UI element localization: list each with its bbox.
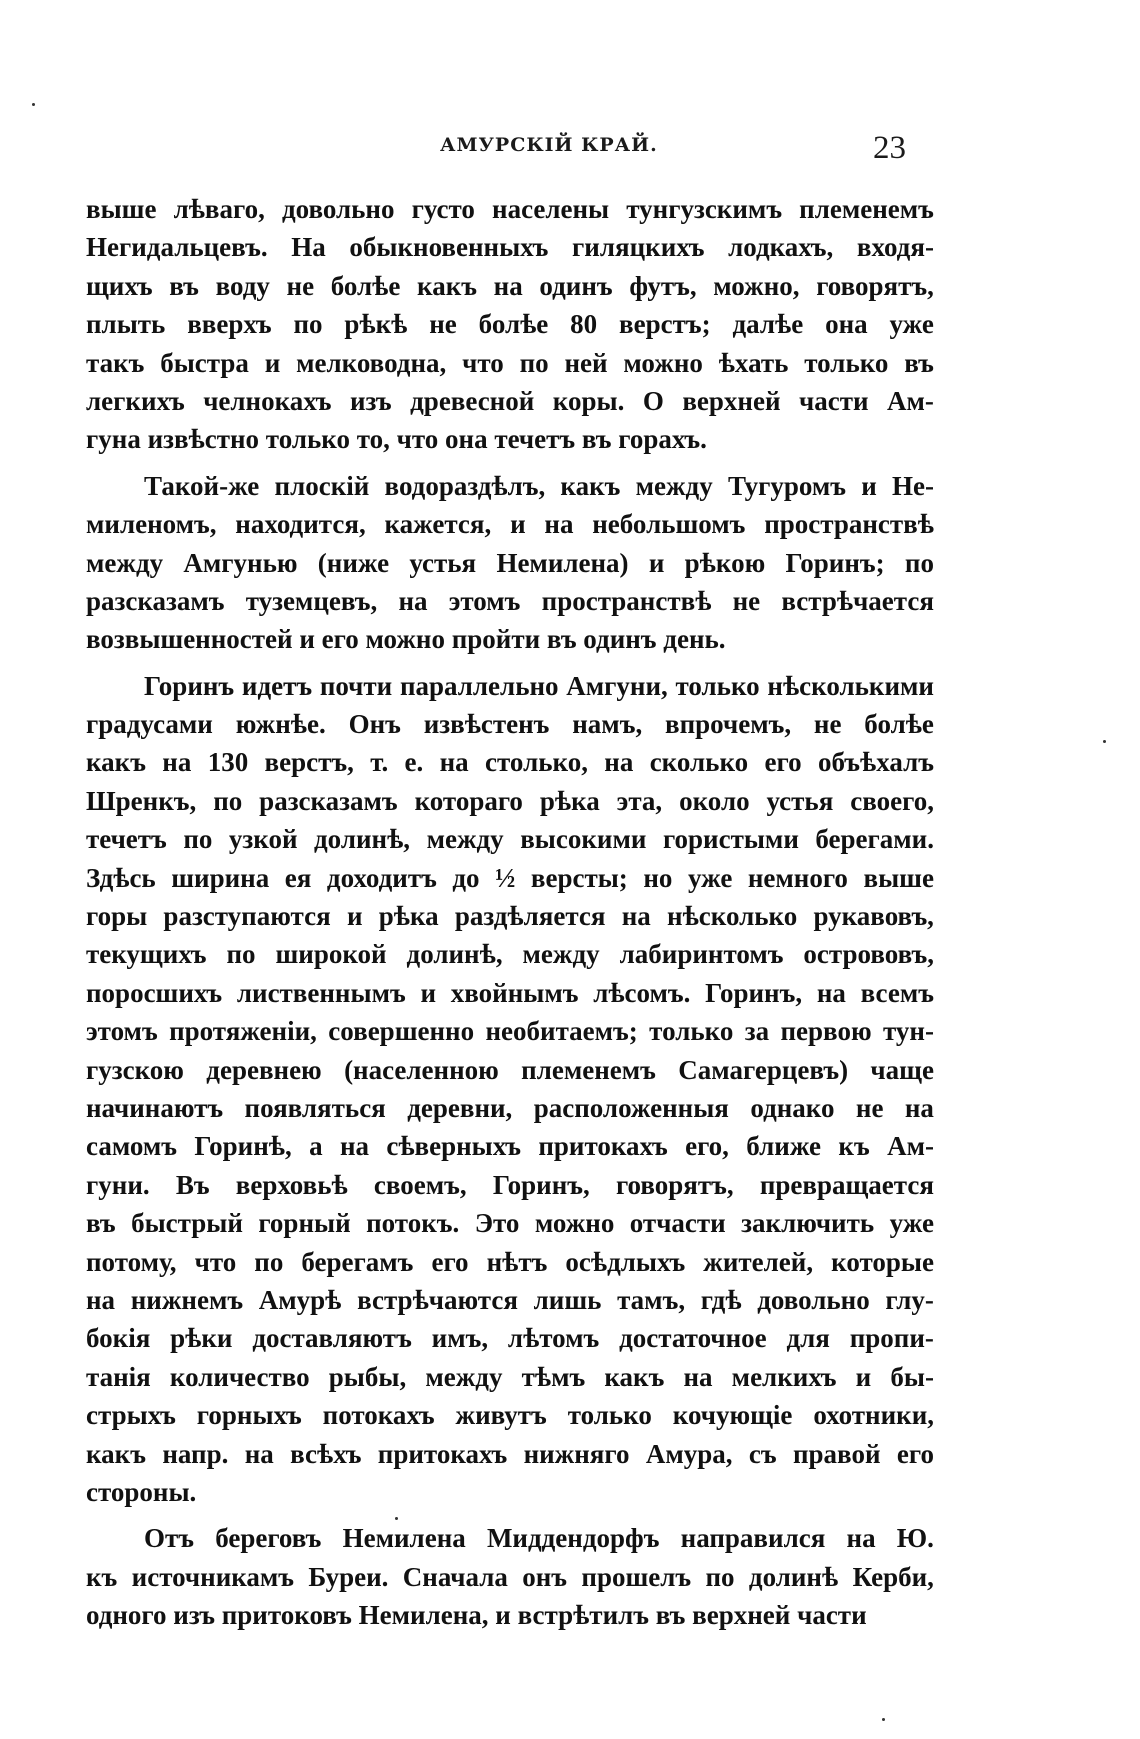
text-line: поросшихъ лиственнымъ и хвойнымъ лѣсомъ. Горинъ, на всемъ [86, 977, 934, 1008]
text-line: на нижнемъ Амурѣ встрѣчаются лишь тамъ, гдѣ довольно глу- [86, 1284, 934, 1315]
body-text [86, 190, 934, 1634]
text-line: плыть вверхъ по рѣкѣ не болѣе 80 верстъ; далѣе она уже [86, 309, 934, 340]
text-line: течетъ по узкой долинѣ, между высокими гористыми берегами. [86, 824, 934, 855]
text-line: бокія рѣки доставляютъ имъ, лѣтомъ достаточное для пропи- [86, 1323, 934, 1354]
text-line: разсказамъ туземцевъ, на этомъ пространствѣ не встрѣчается [86, 585, 934, 616]
text-line: танія количество рыбы, между тѣмъ какъ на мелкихъ и бы- [86, 1361, 934, 1392]
text-line: текущихъ по широкой долинѣ, между лабиринтомъ острововъ, [86, 939, 934, 970]
text-line: Негидальцевъ. На обыкновенныхъ гиляцкихъ лодкахъ, входя- [86, 232, 934, 263]
text-line: такъ быстра и мелководна, что по ней можно ѣхать только въ [86, 347, 934, 378]
text-line: гуна извѣстно только то, что она течетъ въ горахъ. [86, 424, 707, 455]
text-line: гузскою деревнею (населенною племенемъ Самагерцевъ) чаще [86, 1054, 934, 1085]
scan-speck [395, 1517, 398, 1520]
text-line: Здѣсь ширина ея доходитъ до ½ версты; но уже немного выше [86, 862, 934, 893]
text-line: Шренкъ, по разсказамъ котораго рѣка эта, около устья своего, [86, 785, 934, 816]
text-line: горы разступаются и рѣка раздѣляется на нѣсколько рукавовъ, [86, 901, 934, 932]
text-line: возвышенностей и его можно пройти въ одинъ день. [86, 624, 726, 655]
text-line: Отъ береговъ Немилена Миддендорфъ направился на Ю. [144, 1523, 934, 1554]
paragraph [86, 190, 934, 459]
text-line: какъ напр. на всѣхъ притокахъ нижняго Амура, съ правой его [86, 1438, 934, 1469]
text-line: гуни. Въ верховьѣ своемъ, Горинъ, говорятъ, превращается [86, 1169, 934, 1200]
running-head: АМУРСКІЙ КРАЙ. [440, 134, 658, 156]
text-line: потому, что по берегамъ его нѣтъ осѣдлыхъ жителей, которые [86, 1246, 934, 1277]
text-line: какъ на 130 верстъ, т. е. на столько, на сколько его объѣхалъ [86, 747, 934, 778]
text-line: этомъ протяженіи, совершенно необитаемъ; только за первою тун- [86, 1016, 934, 1047]
text-line: въ быстрый горный потокъ. Это можно отчасти заключить уже [86, 1208, 934, 1239]
text-line: Такой-же плоскій водораздѣлъ, какъ между Тугуромъ и Не- [144, 470, 934, 501]
text-line: одного изъ притоковъ Немилена, и встрѣтилъ въ верхней части [86, 1600, 867, 1631]
page-number: 23 [873, 130, 906, 166]
text-line: начинаютъ появляться деревни, расположенныя однако не на [86, 1092, 934, 1123]
text-line: легкихъ челнокахъ изъ древесной коры. О верхней части Ам- [86, 385, 934, 416]
text-line: Горинъ идетъ почти параллельно Амгуни, только нѣсколькими [144, 670, 934, 701]
text-line: выше лѣваго, довольно густо населены тунгузскимъ племенемъ [86, 194, 934, 224]
text-line: щихъ въ воду не болѣе какъ на одинъ футъ, можно, говорятъ, [86, 270, 934, 301]
scan-speck [1103, 740, 1106, 743]
scan-speck [882, 1718, 885, 1721]
text-line: самомъ Горинѣ, а на сѣверныхъ притокахъ его, ближе къ Ам- [86, 1131, 934, 1162]
scan-speck [32, 103, 35, 106]
text-line: къ источникамъ Буреи. Сначала онъ прошелъ по долинѣ Керби, [86, 1561, 934, 1592]
text-line: миленомъ, находится, кажется, и на небольшомъ пространствѣ [86, 509, 934, 540]
text-line: стрыхъ горныхъ потокахъ живутъ только кочующіе охотники, [86, 1400, 934, 1431]
text-line: между Амгунью (ниже устья Немилена) и рѣкою Горинъ; по [86, 547, 934, 578]
text-line: градусами южнѣе. Онъ извѣстенъ намъ, впрочемъ, не болѣе [86, 709, 934, 740]
paragraph [86, 467, 934, 659]
paragraph [86, 667, 934, 1512]
text-line: стороны. [86, 1476, 197, 1507]
paragraph [86, 1519, 934, 1634]
